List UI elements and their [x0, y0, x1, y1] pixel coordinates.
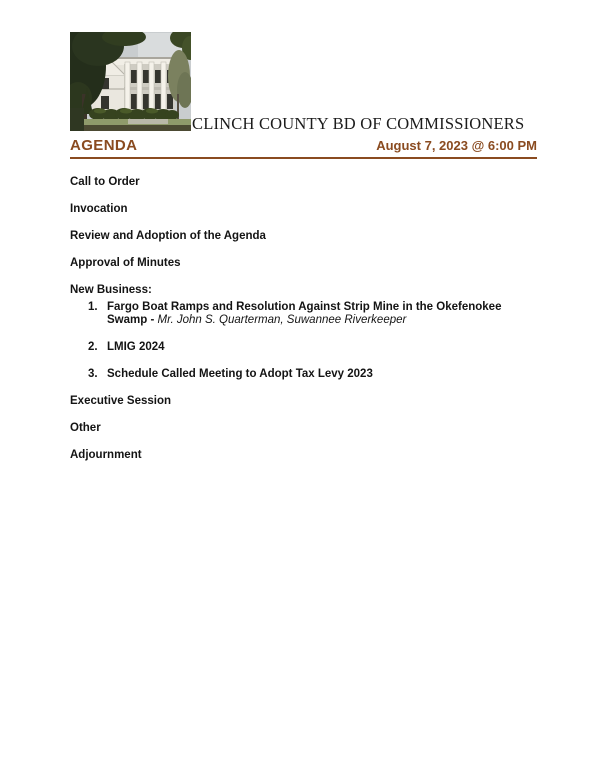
agenda-item-approval-minutes: Approval of Minutes: [70, 257, 181, 269]
item-number: 3.: [88, 368, 98, 380]
new-business-item-2: [70, 341, 537, 354]
header-rule: [70, 157, 537, 159]
agenda-meta-row: [70, 137, 537, 154]
agenda-item-executive-session: Executive Session: [70, 395, 171, 407]
item-title-text: Fargo Boat Ramps and Resolution Against Strip Mine in the Okefenokee Swamp -: [107, 301, 502, 326]
agenda-item-invocation: Invocation: [70, 203, 128, 215]
document-header: [70, 32, 537, 131]
new-business-item-1: [70, 301, 537, 327]
agenda-item-review-adoption: Review and Adoption of the Agenda: [70, 230, 266, 242]
agenda-body: [70, 176, 537, 462]
item-text: [107, 341, 165, 354]
courthouse-photo: [70, 32, 191, 131]
item-text: [107, 368, 373, 381]
agenda-item-other: Other: [70, 422, 101, 434]
item-title-text: LMIG 2024: [107, 341, 165, 353]
new-business-item-3: [70, 368, 537, 381]
courthouse-photo-image: [70, 32, 191, 131]
item-title-text: Schedule Called Meeting to Adopt Tax Levy 2023: [107, 368, 373, 380]
agenda-label: AGENDA: [70, 137, 138, 154]
presenter-name: Mr. John S. Quarterman, Suwannee Riverkeeper: [157, 314, 407, 326]
page-title: CLINCH COUNTY BD OF COMMISSIONERS: [192, 114, 525, 133]
item-text: [107, 301, 519, 327]
agenda-item-adjournment: Adjournment: [70, 449, 142, 461]
new-business-heading: New Business:: [70, 284, 152, 296]
agenda-item-call-to-order: Call to Order: [70, 176, 140, 188]
item-number: 2.: [88, 341, 98, 353]
meeting-datetime: August 7, 2023 @ 6:00 PM: [376, 138, 537, 153]
item-number: 1.: [88, 301, 98, 313]
